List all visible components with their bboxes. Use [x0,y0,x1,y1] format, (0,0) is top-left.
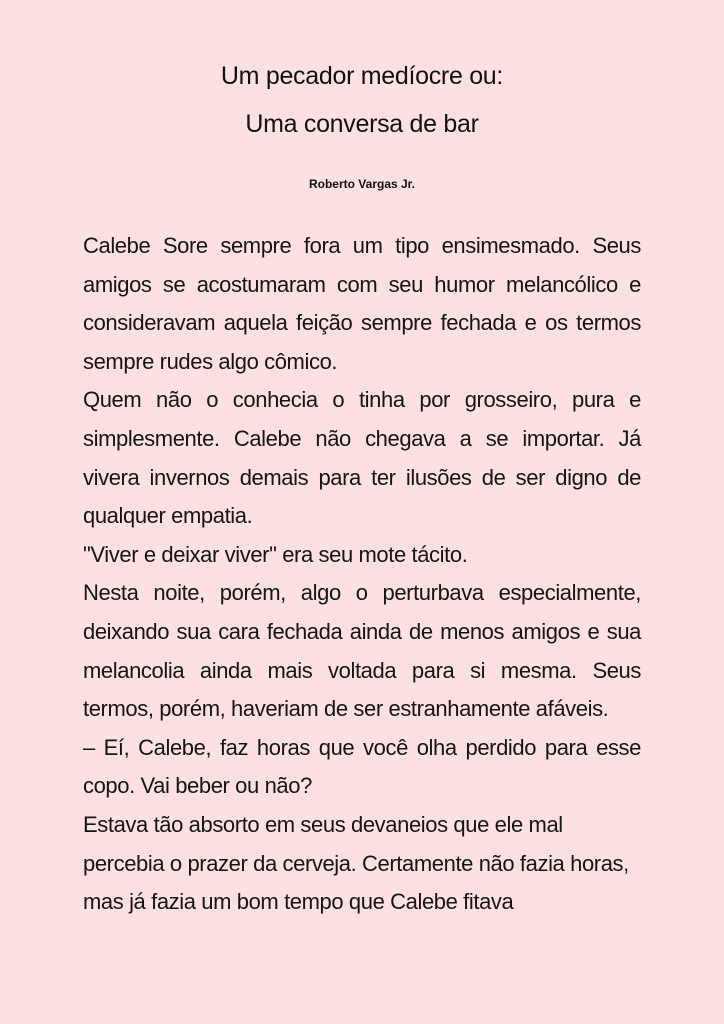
paragraph: Quem não o conhecia o tinha por grosseiro, pura e simplesmente. Calebe não chegava a se importar. Já vivera invernos demais para ter ilusões de ser digno de qualquer empatia. [83,387,641,529]
paragraph: "Viver e deixar viver" era seu mote tácito. [83,541,468,567]
body-text [83,227,641,922]
title-line-2: Uma conversa de bar [245,110,479,138]
paragraph: Calebe Sore sempre fora um tipo ensimesmado. Seus amigos se acostumaram com seu humor melancólico e consideravam aquela feição sempre fechada e os termos sempre rudes algo cômico. [83,233,641,374]
author-name: Roberto Vargas Jr. [308,177,416,191]
paragraph: Estava tão absorto em seus devaneios que ele mal percebia o prazer da cerveja. Certamente não fazia horas, mas já fazia um bom tempo que Calebe fitava [83,811,629,915]
title-line-1: Um pecador medíocre ou: [220,62,504,90]
paragraph: – Eí, Calebe, faz horas que você olha perdido para esse copo. Vai beber ou não? [83,734,641,799]
paragraph: Nesta noite, porém, algo o perturbava especialmente, deixando sua cara fechada ainda de menos amigos e sua melancolia ainda mais voltada para si mesma. Seus termos, porém, haveriam de ser estranhamente afáveis. [83,580,641,722]
